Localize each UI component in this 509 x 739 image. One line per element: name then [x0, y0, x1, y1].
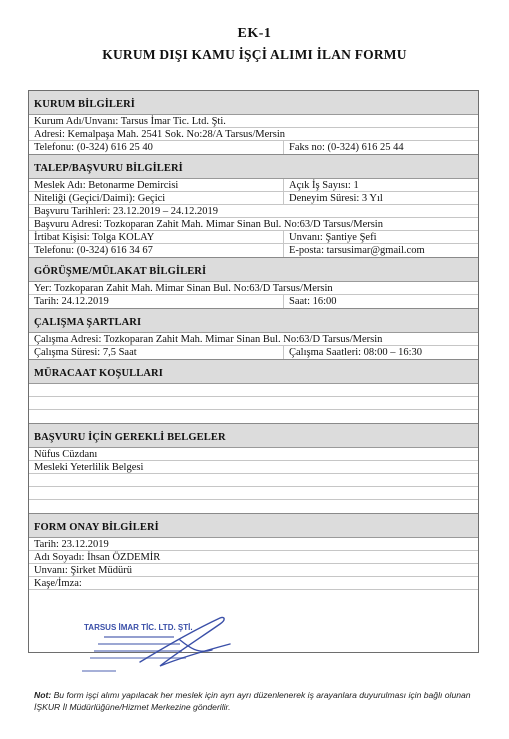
section-interview: [29, 258, 478, 309]
section-heading: KURUM BİLGİLERİ: [29, 91, 478, 115]
approver-name: Adı Soyadı: İhsan ÖZDEMİR: [34, 552, 161, 563]
form-row: [29, 295, 478, 308]
institution-name: Kurum Adı/Unvanı: Tarsus İmar Tic. Ltd. Şti.: [34, 116, 226, 127]
work-duration: Çalışma Süresi: 7,5 Saat: [29, 346, 284, 359]
section-heading: BAŞVURU İÇİN GEREKLİ BELGELER: [29, 424, 478, 448]
form-row-empty: [29, 410, 478, 423]
contact-phone: Telefonu: (0-324) 616 34 67: [29, 244, 284, 257]
document-item: Mesleki Yeterlilik Belgesi: [34, 462, 144, 473]
form-row: [29, 577, 478, 590]
section-heading: MÜRACAAT KOŞULLARI: [29, 360, 478, 384]
work-address: Çalışma Adresi: Tozkoparan Zahit Mah. Mimar Sinan Bul. No:63/D Tarsus/Mersin: [34, 334, 383, 345]
occupation: Meslek Adı: Betonarme Demircisi: [29, 179, 284, 191]
institution-fax: Faks no: (0-324) 616 25 44: [289, 142, 404, 153]
section-heading: GÖRÜŞME/MÜLAKAT BİLGİLERİ: [29, 258, 478, 282]
contact-person: İrtibat Kişisi: Tolga KOLAY: [29, 231, 284, 243]
approval-date: Tarih: 23.12.2019: [34, 539, 109, 550]
form-row: [29, 244, 478, 257]
form-row: [29, 192, 478, 205]
open-positions: Açık İş Sayısı: 1: [289, 180, 359, 191]
footnote: [34, 689, 489, 713]
institution-address: Adresi: Kemalpaşa Mah. 2541 Sok. No:28/A Tarsus/Mersin: [34, 129, 286, 140]
footnote-text: Bu form işçi alımı yapılacak her meslek için ayrı ayrı düzenlenerek iş arayanlara duyurulması için bağlı olunan İŞKUR İl Müdürlüğüne/Hizmet Merkezine gönderilir.: [34, 690, 471, 712]
footnote-label: Not:: [34, 690, 52, 700]
section-heading: FORM ONAY BİLGİLERİ: [29, 514, 478, 538]
form-row: [29, 333, 478, 346]
section-required-documents: [29, 424, 478, 514]
experience: Deneyim Süresi: 3 Yıl: [289, 193, 383, 204]
form-row: [29, 564, 478, 577]
form-row-empty: [29, 474, 478, 487]
section-application-conditions: [29, 360, 478, 424]
form-row-empty: [29, 487, 478, 500]
form-row: [29, 448, 478, 461]
form-row: [29, 218, 478, 231]
application-dates: Başvuru Tarihleri: 23.12.2019 – 24.12.2019: [34, 206, 218, 217]
form-row: [29, 538, 478, 551]
institution-phone: Telefonu: (0-324) 616 25 40: [29, 141, 284, 154]
form-row-empty: [29, 397, 478, 410]
form-title: KURUM DIŞI KAMU İŞÇİ ALIMI İLAN FORMU: [102, 47, 407, 62]
form-row: [29, 346, 478, 359]
company-stamp-signature: [80, 610, 250, 680]
interview-time: Saat: 16:00: [289, 296, 337, 307]
interview-location: Yer: Tozkoparan Zahit Mah. Mimar Sinan Bul. No:63/D Tarsus/Mersin: [34, 283, 333, 294]
form-row: [29, 282, 478, 295]
form-row: [29, 128, 478, 141]
form-row: [29, 205, 478, 218]
announcement-form: [28, 90, 479, 653]
section-application: [29, 155, 478, 258]
work-hours: Çalışma Saatleri: 08:00 – 16:30: [289, 347, 422, 358]
section-heading: ÇALIŞMA ŞARTLARI: [29, 309, 478, 333]
form-row: [29, 231, 478, 244]
interview-date: Tarih: 24.12.2019: [29, 295, 284, 308]
form-row: [29, 551, 478, 564]
form-row: [29, 115, 478, 128]
section-working-conditions: [29, 309, 478, 360]
approver-title: Unvanı: Şirket Müdürü: [34, 565, 132, 576]
form-row: [29, 141, 478, 154]
section-heading: TALEP/BAŞVURU BİLGİLERİ: [29, 155, 478, 179]
form-row: [29, 179, 478, 192]
section-institution: [29, 91, 478, 155]
form-title-block: [0, 26, 509, 63]
form-row: [29, 461, 478, 474]
application-address: Başvuru Adresi: Tozkoparan Zahit Mah. Mimar Sinan Bul. No:63/D Tarsus/Mersin: [34, 219, 383, 230]
contact-email: E-posta: tarsusimar@gmail.com: [289, 245, 425, 256]
employment-type: Niteliği (Geçici/Daimi): Geçici: [29, 192, 284, 204]
document-item: Nüfus Cüzdanı: [34, 449, 98, 460]
form-row-empty: [29, 384, 478, 397]
contact-title: Unvanı: Şantiye Şefi: [289, 232, 377, 243]
stamp-company-name: TARSUS İMAR TİC. LTD. ŞTİ.: [84, 623, 193, 632]
form-row-empty: [29, 500, 478, 513]
annex-label: EK-1: [237, 26, 272, 41]
stamp-signature-label: Kaşe/İmza:: [34, 578, 82, 589]
